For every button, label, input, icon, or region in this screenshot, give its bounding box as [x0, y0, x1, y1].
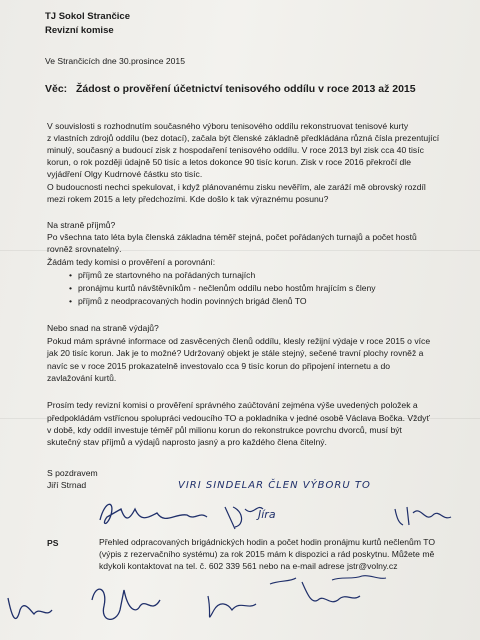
org-name: TJ Sokol Strančice [45, 11, 131, 22]
signature-group-2 [0, 570, 480, 640]
signature-bottom-3 [208, 596, 256, 617]
subject-label: Věc: [45, 83, 68, 95]
signature-bottom-2 [92, 589, 160, 619]
signature-bottom-4 [302, 582, 360, 602]
ps-line: kdykoli kontaktovat na tel. č. 602 339 561 nebo na e-mail adrese jstr@volny.cz [99, 561, 398, 571]
income-bullet: • příjmů ze startovného na pořádaných turnajích [78, 270, 255, 282]
signature-right [395, 507, 451, 525]
para2-line: mezi rokem 2015 a lety předchozími. Kde došlo k tak výraznému posunu? [47, 194, 329, 204]
handwritten-note: VIRI SINDELAR ČLEN VÝBORU TO [178, 480, 371, 491]
signature-bottom-1 [8, 598, 52, 619]
request-line: skutečný stav příjmů a výdajů naprosto jasný a pro každého člena čitelný. [47, 437, 327, 447]
para1-line: minulý, současný a budoucí zisk z hospodaření tenisového oddílu. V roce 2013 byl zisk cca 40 tisíc [47, 145, 424, 155]
expenses-line: jak 20 tisíc korun. Jak je to možné? Udržovaný objekt je stále stejný, sečené travní plochy rovněž a [47, 348, 424, 358]
dept-name: Revizní komise [45, 25, 114, 36]
closing-name: Jiří Strnad [47, 480, 87, 490]
income-question: Na straně příjmů? [47, 220, 116, 230]
para1-line: z vlastních zdrojů oddílu (bez dotací), začala být členské základně předkládána různá čísla prezentující [47, 133, 440, 143]
expenses-question: Nebo snad na straně výdajů? [47, 323, 159, 333]
request-line: Prosím tedy revizní komisi o prověření správného zaúčtování zejména výše uvedených položek a [47, 400, 418, 410]
handwritten-jira: Jíra [258, 508, 276, 521]
income-bullet: • příjmů z neodpracovaných hodin povinných brigád členů TO [78, 296, 307, 308]
income-line: rovněž srovnatelný. [47, 244, 122, 254]
expenses-line: Pokud mám správné informace od zasvěcených členů oddílu, klesly režijní výdaje v roce 2015 o více [47, 336, 431, 346]
subject-text: Žádost o prověření účetnictví tenisového oddílu v roce 2013 až 2015 [76, 83, 416, 95]
ps-line: Přehled odpracovaných brigádnických hodin a počet hodin pronájmu kurtů nečlenům TO [99, 537, 435, 547]
para1-line: vyjádření Olgy Kudrnové částku sto tisíc. [47, 169, 203, 179]
request-line: předpokládám vstřícnou spolupráci vedoucího TO a pokladníka v jedné osobě Václava Bočka. Vždyť [47, 413, 430, 423]
expenses-line: navíc se v roce 2015 prokazatelně investovalo cca 9 tisíc korun do připojení internetu a do [47, 361, 390, 371]
para1-line: V souvislosti s rozhodnutím současného výboru tenisového oddílu rekonstruovat tenisové kurty [47, 121, 409, 131]
ps-line: (výpis z rezervačního systému) za rok 2015 mám k dispozici a rád poskytnu. Můžete mě [99, 549, 435, 559]
income-bullet: • pronájmu kurtů návštěvníkům - nečlenům oddílu nebo hostům hrajícím s členy [78, 283, 376, 295]
closing-greeting: S pozdravem [47, 468, 98, 478]
signature-bottom-5 [270, 576, 386, 584]
para1-line: korun, o rok později údajně 50 tisíc a letos dokonce 90 tisíc korun. Zisk v roce 2016 překročí dle [47, 157, 411, 167]
expenses-line: zavlažování kurtů. [47, 373, 117, 383]
income-line: Po všechna tato léta byla členská základna téměř stejná, počet pořádaných turnajů a počet hostů [47, 232, 417, 242]
ps-label: PS [47, 538, 59, 548]
date-line: Ve Strančicích dne 30.prosince 2015 [45, 56, 185, 66]
para2-line: O budoucnosti nechci spekulovat, i když plánovanému zisku nevěřím, ale zaráží mě obrovský rozdíl [47, 182, 426, 192]
signature-strnad [100, 504, 207, 523]
request-line: v době, kdy oddíl investuje téměř půl milionu korun do rekonstrukce povrchu dvorců, musí být [47, 425, 402, 435]
signature-group-1 [95, 495, 475, 535]
income-line: Žádám tedy komisi o prověření a porovnání: [47, 257, 216, 267]
